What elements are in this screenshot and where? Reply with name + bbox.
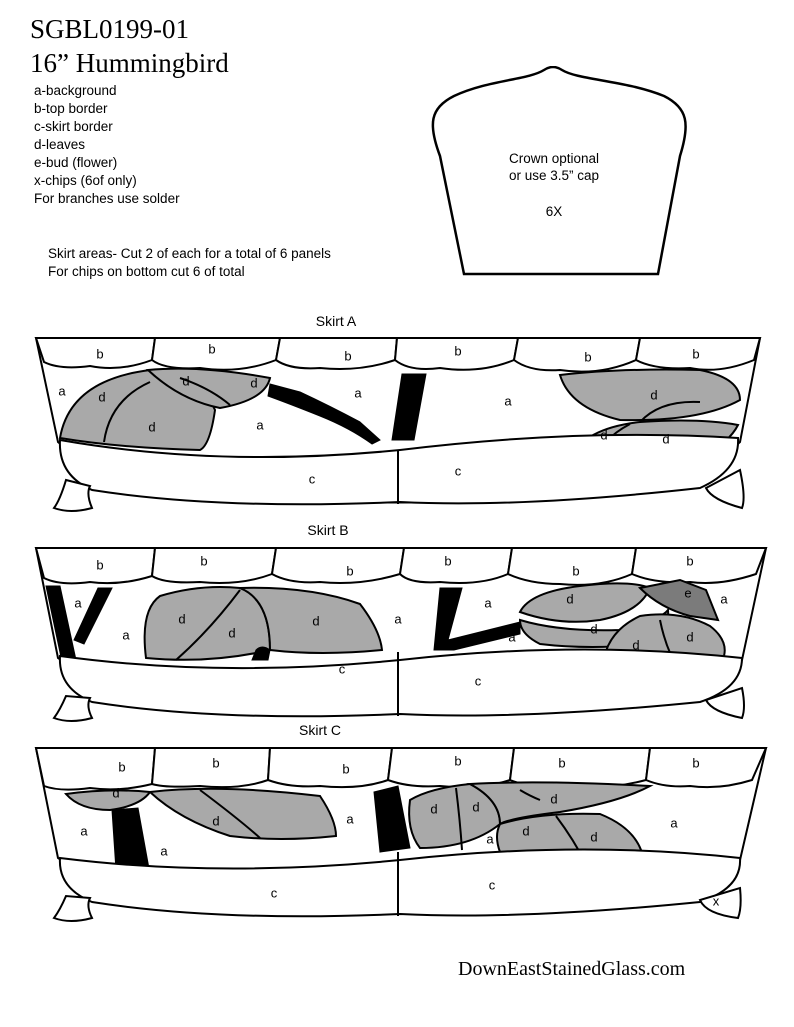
region-label-b: b	[692, 346, 700, 362]
region-label-d: d	[312, 613, 320, 629]
region-label-a: a	[58, 383, 66, 399]
region-label-b: b	[572, 563, 580, 579]
region-label-b: b	[584, 349, 592, 365]
website-footer: DownEastStainedGlass.com	[458, 958, 686, 980]
region-label-d: d	[112, 785, 120, 801]
legend-item: d-leaves	[34, 137, 86, 152]
region-label-a: a	[720, 591, 728, 607]
crown-note	[478, 150, 630, 184]
region-label-c: c	[474, 673, 482, 689]
region-label-b: b	[200, 553, 208, 569]
region-label-a: a	[346, 811, 354, 827]
legend-item: b-top border	[34, 101, 108, 116]
pattern-title: 16” Hummingbird	[30, 48, 229, 78]
crown-quantity: 6X	[545, 204, 563, 219]
region-label-b: b	[342, 761, 350, 777]
region-label-d: d	[600, 427, 608, 443]
region-label-b: b	[96, 346, 104, 362]
region-label-b: b	[692, 755, 700, 771]
skirt-a-panel	[0, 330, 794, 550]
region-label-b: b	[686, 553, 694, 569]
region-label-d: d	[686, 629, 694, 645]
region-label-a: a	[504, 393, 512, 409]
region-label-d: d	[250, 375, 258, 391]
region-label-c: c	[308, 471, 316, 487]
crown-line-2: or use 3.5” cap	[508, 168, 600, 183]
region-label-b: b	[558, 755, 566, 771]
region-label-a: a	[484, 595, 492, 611]
region-label-e: e	[684, 585, 692, 601]
region-label-x: x	[712, 893, 720, 909]
legend-item: x-chips (6of only)	[34, 173, 137, 188]
crown-line-1: Crown optional	[508, 151, 600, 166]
region-label-a: a	[394, 611, 402, 627]
region-label-d: d	[550, 791, 558, 807]
region-label-d: d	[590, 829, 598, 845]
panel-title-skirt-c: Skirt C	[299, 722, 341, 738]
region-label-b: b	[96, 557, 104, 573]
region-label-a: a	[354, 385, 362, 401]
region-label-d: d	[228, 625, 236, 641]
region-label-c: c	[338, 661, 346, 677]
region-label-d: d	[212, 813, 220, 829]
legend-item: e-bud (flower)	[34, 155, 118, 170]
region-label-d: d	[98, 389, 106, 405]
region-label-b: b	[118, 759, 126, 775]
region-label-c: c	[270, 885, 278, 901]
region-label-d: d	[590, 621, 598, 637]
region-label-d: d	[650, 387, 658, 403]
legend-item: For branches use solder	[34, 191, 180, 206]
region-label-a: a	[74, 595, 82, 611]
legend-item: c-skirt border	[34, 119, 113, 134]
pattern-code: SGBL0199-01	[30, 14, 190, 44]
legend-item: a-background	[34, 83, 117, 98]
region-label-d: d	[182, 373, 190, 389]
skirt-notes	[48, 245, 331, 281]
region-label-a: a	[486, 831, 494, 847]
region-label-b: b	[444, 553, 452, 569]
region-label-b: b	[346, 563, 354, 579]
region-label-d: d	[430, 801, 438, 817]
region-label-b: b	[208, 341, 216, 357]
region-label-a: a	[670, 815, 678, 831]
leaf-shape	[145, 587, 270, 660]
region-label-d: d	[566, 591, 574, 607]
region-label-b: b	[212, 755, 220, 771]
skirt-c-panel	[0, 740, 794, 960]
region-label-b: b	[344, 348, 352, 364]
region-label-d: d	[662, 431, 670, 447]
legend-list	[34, 82, 180, 208]
region-label-c: c	[488, 877, 496, 893]
region-label-a: a	[256, 417, 264, 433]
region-label-d: d	[472, 799, 480, 815]
region-label-d: d	[632, 637, 640, 653]
region-label-c: c	[454, 463, 462, 479]
region-label-a: a	[80, 823, 88, 839]
panel-title-skirt-b: Skirt B	[307, 522, 349, 538]
region-label-b: b	[454, 343, 462, 359]
region-label-d: d	[178, 611, 186, 627]
region-label-d: d	[522, 823, 530, 839]
region-label-d: d	[148, 419, 156, 435]
panel-title-skirt-a: Skirt A	[315, 313, 357, 329]
skirt-note: For chips on bottom cut 6 of total	[48, 264, 245, 279]
region-label-a: a	[122, 627, 130, 643]
skirt-note: Skirt areas- Cut 2 of each for a total of 6 panels	[48, 246, 331, 261]
region-label-a: a	[508, 629, 516, 645]
region-label-a: a	[160, 843, 168, 859]
region-label-b: b	[454, 753, 462, 769]
